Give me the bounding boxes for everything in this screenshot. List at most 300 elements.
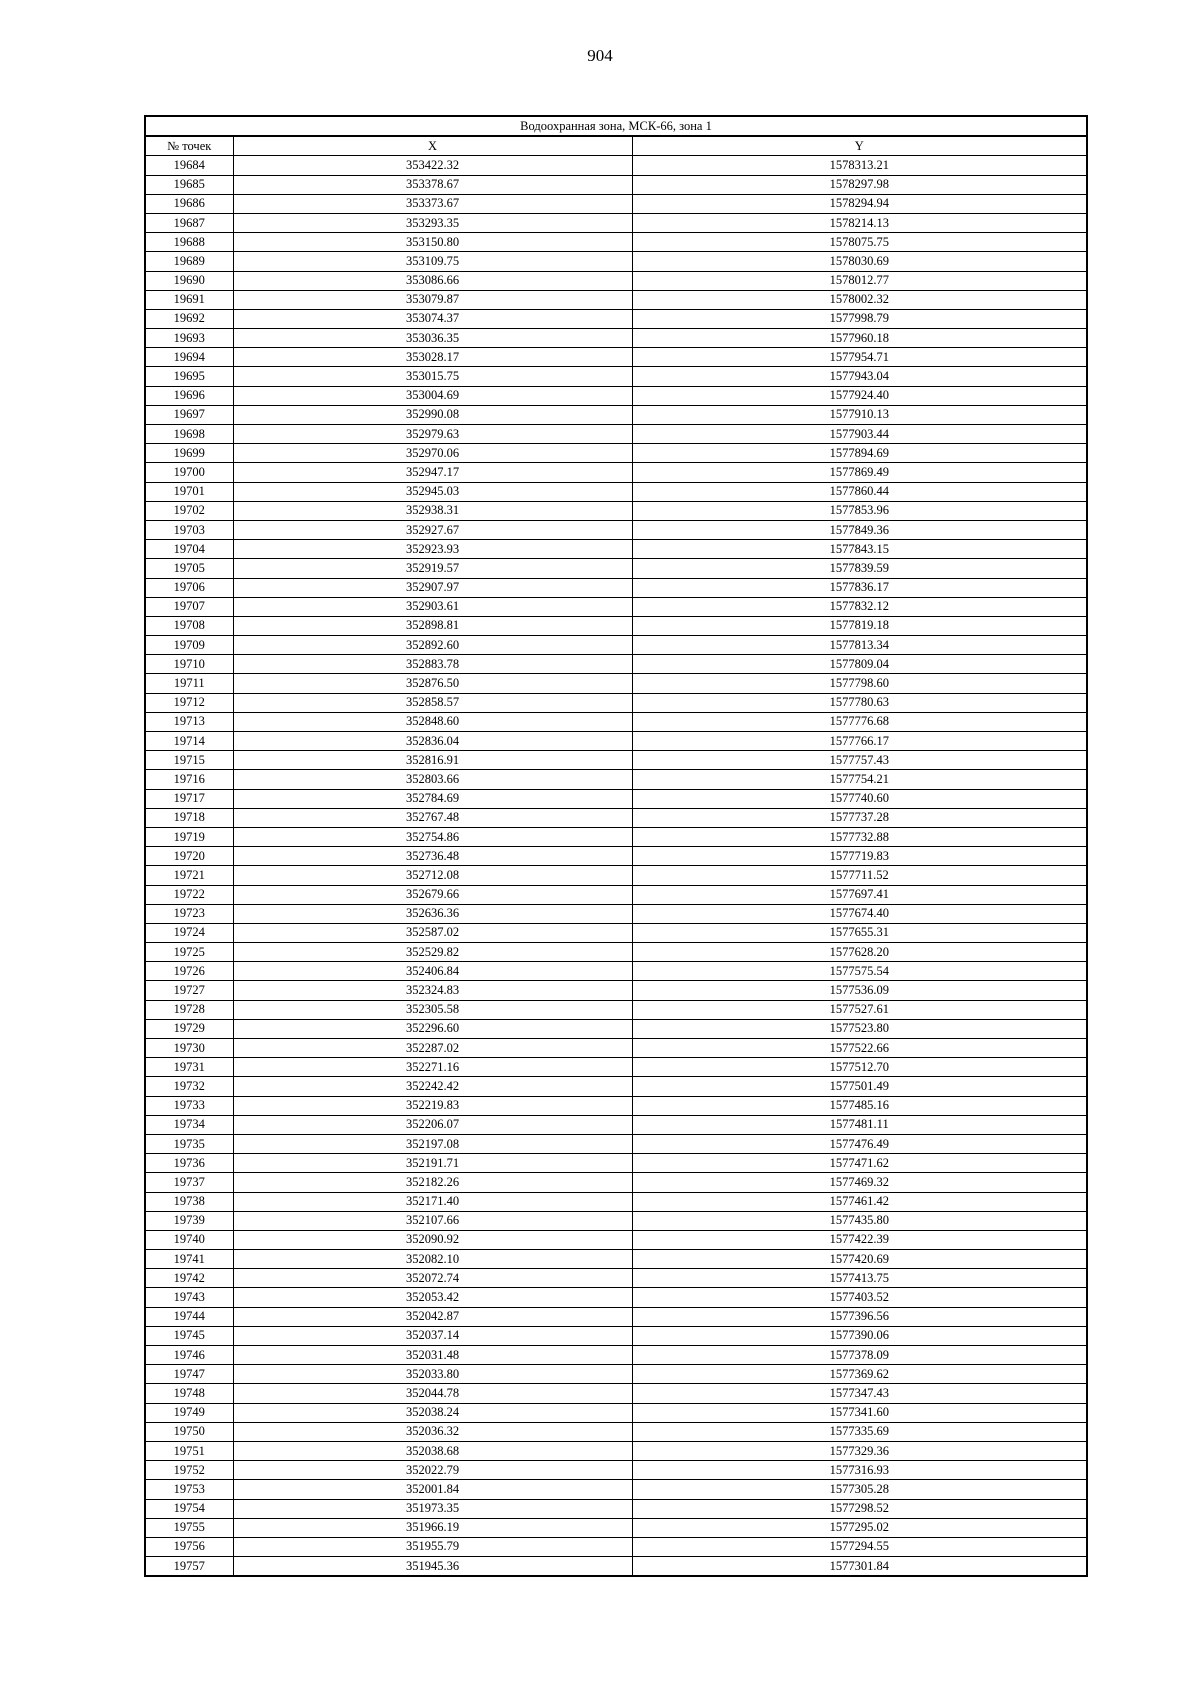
point-number-cell: 19697 xyxy=(145,405,233,424)
point-number-cell: 19731 xyxy=(145,1058,233,1077)
table-row xyxy=(145,1557,1087,1577)
x-coordinate-cell: 352287.02 xyxy=(233,1039,632,1058)
x-coordinate-cell: 353373.67 xyxy=(233,194,632,213)
x-coordinate-cell: 353074.37 xyxy=(233,309,632,328)
x-coordinate-cell: 352033.80 xyxy=(233,1365,632,1384)
point-number-cell: 19711 xyxy=(145,674,233,693)
point-number-cell: 19701 xyxy=(145,482,233,501)
point-number-cell: 19725 xyxy=(145,943,233,962)
table-row xyxy=(145,1346,1087,1365)
table-row xyxy=(145,213,1087,232)
point-number-cell: 19690 xyxy=(145,271,233,290)
coordinates-table xyxy=(144,115,1088,1577)
point-number-cell: 19735 xyxy=(145,1134,233,1153)
table-row xyxy=(145,1269,1087,1288)
table-row xyxy=(145,1326,1087,1345)
point-number-cell: 19710 xyxy=(145,655,233,674)
x-coordinate-cell: 352219.83 xyxy=(233,1096,632,1115)
table-row xyxy=(145,309,1087,328)
point-number-cell: 19717 xyxy=(145,789,233,808)
x-coordinate-cell: 351973.35 xyxy=(233,1499,632,1518)
y-coordinate-cell: 1577481.11 xyxy=(632,1115,1087,1134)
table-row xyxy=(145,194,1087,213)
y-coordinate-cell: 1577740.60 xyxy=(632,789,1087,808)
table-row xyxy=(145,1384,1087,1403)
table-title: Водоохранная зона, МСК-66, зона 1 xyxy=(145,116,1087,136)
point-number-cell: 19724 xyxy=(145,923,233,942)
x-coordinate-cell: 352182.26 xyxy=(233,1173,632,1192)
table-row xyxy=(145,693,1087,712)
point-number-cell: 19737 xyxy=(145,1173,233,1192)
point-number-cell: 19729 xyxy=(145,1019,233,1038)
x-coordinate-cell: 352037.14 xyxy=(233,1326,632,1345)
table-row xyxy=(145,1365,1087,1384)
x-coordinate-cell: 352712.08 xyxy=(233,866,632,885)
x-coordinate-cell: 352271.16 xyxy=(233,1058,632,1077)
y-coordinate-cell: 1577843.15 xyxy=(632,540,1087,559)
x-coordinate-cell: 351955.79 xyxy=(233,1537,632,1556)
table-row xyxy=(145,1096,1087,1115)
x-coordinate-cell: 352979.63 xyxy=(233,425,632,444)
y-coordinate-cell: 1577954.71 xyxy=(632,348,1087,367)
y-coordinate-cell: 1578297.98 xyxy=(632,175,1087,194)
point-number-cell: 19744 xyxy=(145,1307,233,1326)
x-coordinate-cell: 352754.86 xyxy=(233,827,632,846)
x-coordinate-cell: 352171.40 xyxy=(233,1192,632,1211)
x-coordinate-cell: 352090.92 xyxy=(233,1230,632,1249)
y-coordinate-cell: 1577396.56 xyxy=(632,1307,1087,1326)
table-row xyxy=(145,367,1087,386)
column-header-y: Y xyxy=(632,136,1087,156)
y-coordinate-cell: 1577369.62 xyxy=(632,1365,1087,1384)
table-row xyxy=(145,578,1087,597)
x-coordinate-cell: 351945.36 xyxy=(233,1557,632,1577)
table-row xyxy=(145,1422,1087,1441)
table-row xyxy=(145,559,1087,578)
y-coordinate-cell: 1577849.36 xyxy=(632,520,1087,539)
y-coordinate-cell: 1577809.04 xyxy=(632,655,1087,674)
y-coordinate-cell: 1578012.77 xyxy=(632,271,1087,290)
column-header-num: № точек xyxy=(145,136,233,156)
point-number-cell: 19698 xyxy=(145,425,233,444)
x-coordinate-cell: 352679.66 xyxy=(233,885,632,904)
x-coordinate-cell: 353015.75 xyxy=(233,367,632,386)
y-coordinate-cell: 1577329.36 xyxy=(632,1441,1087,1460)
point-number-cell: 19703 xyxy=(145,520,233,539)
table-row xyxy=(145,732,1087,751)
point-number-cell: 19709 xyxy=(145,636,233,655)
x-coordinate-cell: 353004.69 xyxy=(233,386,632,405)
x-coordinate-cell: 351966.19 xyxy=(233,1518,632,1537)
point-number-cell: 19746 xyxy=(145,1346,233,1365)
table-row xyxy=(145,1537,1087,1556)
point-number-cell: 19719 xyxy=(145,827,233,846)
table-row xyxy=(145,520,1087,539)
point-number-cell: 19732 xyxy=(145,1077,233,1096)
point-number-cell: 19706 xyxy=(145,578,233,597)
point-number-cell: 19740 xyxy=(145,1230,233,1249)
table-row xyxy=(145,923,1087,942)
table-row xyxy=(145,1211,1087,1230)
x-coordinate-cell: 352970.06 xyxy=(233,444,632,463)
y-coordinate-cell: 1577536.09 xyxy=(632,981,1087,1000)
y-coordinate-cell: 1577305.28 xyxy=(632,1480,1087,1499)
point-number-cell: 19726 xyxy=(145,962,233,981)
y-coordinate-cell: 1577998.79 xyxy=(632,309,1087,328)
x-coordinate-cell: 352406.84 xyxy=(233,962,632,981)
point-number-cell: 19687 xyxy=(145,213,233,232)
y-coordinate-cell: 1577732.88 xyxy=(632,827,1087,846)
point-number-cell: 19692 xyxy=(145,309,233,328)
y-coordinate-cell: 1577798.60 xyxy=(632,674,1087,693)
point-number-cell: 19699 xyxy=(145,444,233,463)
y-coordinate-cell: 1577512.70 xyxy=(632,1058,1087,1077)
point-number-cell: 19739 xyxy=(145,1211,233,1230)
point-number-cell: 19727 xyxy=(145,981,233,1000)
point-number-cell: 19721 xyxy=(145,866,233,885)
point-number-cell: 19691 xyxy=(145,290,233,309)
y-coordinate-cell: 1577403.52 xyxy=(632,1288,1087,1307)
table-row xyxy=(145,1499,1087,1518)
y-coordinate-cell: 1577294.55 xyxy=(632,1537,1087,1556)
table-row xyxy=(145,329,1087,348)
table-row xyxy=(145,655,1087,674)
y-coordinate-cell: 1577413.75 xyxy=(632,1269,1087,1288)
table-body xyxy=(145,156,1087,1576)
table-row xyxy=(145,751,1087,770)
table-row xyxy=(145,1461,1087,1480)
x-coordinate-cell: 352107.66 xyxy=(233,1211,632,1230)
table-row xyxy=(145,1077,1087,1096)
x-coordinate-cell: 352816.91 xyxy=(233,751,632,770)
table-row xyxy=(145,789,1087,808)
x-coordinate-cell: 352038.68 xyxy=(233,1441,632,1460)
table-row xyxy=(145,1403,1087,1422)
x-coordinate-cell: 352883.78 xyxy=(233,655,632,674)
table-row xyxy=(145,482,1087,501)
x-coordinate-cell: 352053.42 xyxy=(233,1288,632,1307)
y-coordinate-cell: 1577476.49 xyxy=(632,1134,1087,1153)
y-coordinate-cell: 1577924.40 xyxy=(632,386,1087,405)
x-coordinate-cell: 352927.67 xyxy=(233,520,632,539)
table-row xyxy=(145,1192,1087,1211)
point-number-cell: 19743 xyxy=(145,1288,233,1307)
table-row xyxy=(145,636,1087,655)
x-coordinate-cell: 352848.60 xyxy=(233,712,632,731)
point-number-cell: 19695 xyxy=(145,367,233,386)
y-coordinate-cell: 1577943.04 xyxy=(632,367,1087,386)
point-number-cell: 19745 xyxy=(145,1326,233,1345)
x-coordinate-cell: 352919.57 xyxy=(233,559,632,578)
x-coordinate-cell: 352242.42 xyxy=(233,1077,632,1096)
x-coordinate-cell: 353378.67 xyxy=(233,175,632,194)
table-row xyxy=(145,1039,1087,1058)
table-row xyxy=(145,1134,1087,1153)
table-row xyxy=(145,156,1087,175)
y-coordinate-cell: 1577719.83 xyxy=(632,847,1087,866)
point-number-cell: 19715 xyxy=(145,751,233,770)
x-coordinate-cell: 352903.61 xyxy=(233,597,632,616)
x-coordinate-cell: 352990.08 xyxy=(233,405,632,424)
y-coordinate-cell: 1577737.28 xyxy=(632,808,1087,827)
y-coordinate-cell: 1578313.21 xyxy=(632,156,1087,175)
table-row xyxy=(145,444,1087,463)
y-coordinate-cell: 1577435.80 xyxy=(632,1211,1087,1230)
x-coordinate-cell: 352636.36 xyxy=(233,904,632,923)
y-coordinate-cell: 1577628.20 xyxy=(632,943,1087,962)
x-coordinate-cell: 352038.24 xyxy=(233,1403,632,1422)
y-coordinate-cell: 1577853.96 xyxy=(632,501,1087,520)
point-number-cell: 19689 xyxy=(145,252,233,271)
table-row xyxy=(145,712,1087,731)
y-coordinate-cell: 1577575.54 xyxy=(632,962,1087,981)
table-row xyxy=(145,1019,1087,1038)
point-number-cell: 19713 xyxy=(145,712,233,731)
point-number-cell: 19736 xyxy=(145,1154,233,1173)
y-coordinate-cell: 1577335.69 xyxy=(632,1422,1087,1441)
point-number-cell: 19747 xyxy=(145,1365,233,1384)
x-coordinate-cell: 353293.35 xyxy=(233,213,632,232)
y-coordinate-cell: 1578030.69 xyxy=(632,252,1087,271)
y-coordinate-cell: 1577836.17 xyxy=(632,578,1087,597)
x-coordinate-cell: 353086.66 xyxy=(233,271,632,290)
table-row xyxy=(145,1000,1087,1019)
x-coordinate-cell: 352529.82 xyxy=(233,943,632,962)
point-number-cell: 19748 xyxy=(145,1384,233,1403)
y-coordinate-cell: 1577754.21 xyxy=(632,770,1087,789)
x-coordinate-cell: 352082.10 xyxy=(233,1250,632,1269)
column-header-x: X xyxy=(233,136,632,156)
y-coordinate-cell: 1577501.49 xyxy=(632,1077,1087,1096)
x-coordinate-cell: 352736.48 xyxy=(233,847,632,866)
point-number-cell: 19712 xyxy=(145,693,233,712)
y-coordinate-cell: 1577697.41 xyxy=(632,885,1087,904)
x-coordinate-cell: 353422.32 xyxy=(233,156,632,175)
point-number-cell: 19714 xyxy=(145,732,233,751)
y-coordinate-cell: 1577469.32 xyxy=(632,1173,1087,1192)
y-coordinate-cell: 1577839.59 xyxy=(632,559,1087,578)
page-number: 904 xyxy=(587,46,613,65)
x-coordinate-cell: 352197.08 xyxy=(233,1134,632,1153)
table-row xyxy=(145,1115,1087,1134)
y-coordinate-cell: 1578214.13 xyxy=(632,213,1087,232)
table-row xyxy=(145,405,1087,424)
table-row xyxy=(145,1058,1087,1077)
table-row xyxy=(145,674,1087,693)
table-row xyxy=(145,981,1087,1000)
x-coordinate-cell: 352324.83 xyxy=(233,981,632,1000)
table-row xyxy=(145,943,1087,962)
point-number-cell: 19686 xyxy=(145,194,233,213)
table-row xyxy=(145,463,1087,482)
table-row xyxy=(145,866,1087,885)
x-coordinate-cell: 352044.78 xyxy=(233,1384,632,1403)
y-coordinate-cell: 1577316.93 xyxy=(632,1461,1087,1480)
table-row xyxy=(145,1250,1087,1269)
y-coordinate-cell: 1577378.09 xyxy=(632,1346,1087,1365)
y-coordinate-cell: 1577819.18 xyxy=(632,616,1087,635)
x-coordinate-cell: 352022.79 xyxy=(233,1461,632,1480)
x-coordinate-cell: 352031.48 xyxy=(233,1346,632,1365)
x-coordinate-cell: 353036.35 xyxy=(233,329,632,348)
y-coordinate-cell: 1577485.16 xyxy=(632,1096,1087,1115)
x-coordinate-cell: 352767.48 xyxy=(233,808,632,827)
y-coordinate-cell: 1577471.62 xyxy=(632,1154,1087,1173)
x-coordinate-cell: 352784.69 xyxy=(233,789,632,808)
table-row xyxy=(145,1307,1087,1326)
point-number-cell: 19707 xyxy=(145,597,233,616)
y-coordinate-cell: 1577295.02 xyxy=(632,1518,1087,1537)
y-coordinate-cell: 1577894.69 xyxy=(632,444,1087,463)
point-number-cell: 19694 xyxy=(145,348,233,367)
x-coordinate-cell: 352036.32 xyxy=(233,1422,632,1441)
y-coordinate-cell: 1577903.44 xyxy=(632,425,1087,444)
y-coordinate-cell: 1577341.60 xyxy=(632,1403,1087,1422)
x-coordinate-cell: 352042.87 xyxy=(233,1307,632,1326)
table-row xyxy=(145,962,1087,981)
y-coordinate-cell: 1577390.06 xyxy=(632,1326,1087,1345)
x-coordinate-cell: 353028.17 xyxy=(233,348,632,367)
x-coordinate-cell: 352191.71 xyxy=(233,1154,632,1173)
point-number-cell: 19702 xyxy=(145,501,233,520)
table-row xyxy=(145,271,1087,290)
x-coordinate-cell: 352305.58 xyxy=(233,1000,632,1019)
table-row xyxy=(145,847,1087,866)
table-row xyxy=(145,1154,1087,1173)
x-coordinate-cell: 352001.84 xyxy=(233,1480,632,1499)
y-coordinate-cell: 1577422.39 xyxy=(632,1230,1087,1249)
y-coordinate-cell: 1577301.84 xyxy=(632,1557,1087,1577)
point-number-cell: 19752 xyxy=(145,1461,233,1480)
point-number-cell: 19708 xyxy=(145,616,233,635)
table-row xyxy=(145,808,1087,827)
point-number-cell: 19741 xyxy=(145,1250,233,1269)
point-number-cell: 19696 xyxy=(145,386,233,405)
point-number-cell: 19757 xyxy=(145,1557,233,1577)
table-row xyxy=(145,175,1087,194)
point-number-cell: 19684 xyxy=(145,156,233,175)
point-number-cell: 19700 xyxy=(145,463,233,482)
point-number-cell: 19754 xyxy=(145,1499,233,1518)
y-coordinate-cell: 1577674.40 xyxy=(632,904,1087,923)
point-number-cell: 19720 xyxy=(145,847,233,866)
point-number-cell: 19756 xyxy=(145,1537,233,1556)
table-row xyxy=(145,904,1087,923)
y-coordinate-cell: 1577711.52 xyxy=(632,866,1087,885)
x-coordinate-cell: 352803.66 xyxy=(233,770,632,789)
point-number-cell: 19722 xyxy=(145,885,233,904)
x-coordinate-cell: 352945.03 xyxy=(233,482,632,501)
y-coordinate-cell: 1577420.69 xyxy=(632,1250,1087,1269)
point-number-cell: 19749 xyxy=(145,1403,233,1422)
table-row xyxy=(145,597,1087,616)
point-number-cell: 19718 xyxy=(145,808,233,827)
y-coordinate-cell: 1577655.31 xyxy=(632,923,1087,942)
x-coordinate-cell: 352876.50 xyxy=(233,674,632,693)
x-coordinate-cell: 352858.57 xyxy=(233,693,632,712)
y-coordinate-cell: 1577522.66 xyxy=(632,1039,1087,1058)
table-row xyxy=(145,540,1087,559)
table-row xyxy=(145,827,1087,846)
x-coordinate-cell: 352836.04 xyxy=(233,732,632,751)
y-coordinate-cell: 1578294.94 xyxy=(632,194,1087,213)
point-number-cell: 19728 xyxy=(145,1000,233,1019)
point-number-cell: 19723 xyxy=(145,904,233,923)
table-row xyxy=(145,501,1087,520)
table-row xyxy=(145,616,1087,635)
y-coordinate-cell: 1577298.52 xyxy=(632,1499,1087,1518)
y-coordinate-cell: 1577813.34 xyxy=(632,636,1087,655)
x-coordinate-cell: 352898.81 xyxy=(233,616,632,635)
x-coordinate-cell: 353150.80 xyxy=(233,233,632,252)
table-row xyxy=(145,1288,1087,1307)
x-coordinate-cell: 352923.93 xyxy=(233,540,632,559)
y-coordinate-cell: 1577832.12 xyxy=(632,597,1087,616)
point-number-cell: 19730 xyxy=(145,1039,233,1058)
x-coordinate-cell: 352907.97 xyxy=(233,578,632,597)
point-number-cell: 19751 xyxy=(145,1441,233,1460)
x-coordinate-cell: 352947.17 xyxy=(233,463,632,482)
point-number-cell: 19742 xyxy=(145,1269,233,1288)
x-coordinate-cell: 352296.60 xyxy=(233,1019,632,1038)
table-row xyxy=(145,1441,1087,1460)
table-row xyxy=(145,885,1087,904)
point-number-cell: 19734 xyxy=(145,1115,233,1134)
table-row xyxy=(145,770,1087,789)
point-number-cell: 19753 xyxy=(145,1480,233,1499)
y-coordinate-cell: 1577461.42 xyxy=(632,1192,1087,1211)
y-coordinate-cell: 1577869.49 xyxy=(632,463,1087,482)
y-coordinate-cell: 1577776.68 xyxy=(632,712,1087,731)
table-row xyxy=(145,1230,1087,1249)
y-coordinate-cell: 1578002.32 xyxy=(632,290,1087,309)
table-row xyxy=(145,386,1087,405)
x-coordinate-cell: 352892.60 xyxy=(233,636,632,655)
table-row xyxy=(145,425,1087,444)
y-coordinate-cell: 1577347.43 xyxy=(632,1384,1087,1403)
y-coordinate-cell: 1577766.17 xyxy=(632,732,1087,751)
table-row xyxy=(145,1173,1087,1192)
x-coordinate-cell: 352587.02 xyxy=(233,923,632,942)
y-coordinate-cell: 1578075.75 xyxy=(632,233,1087,252)
table-row xyxy=(145,252,1087,271)
table-row xyxy=(145,290,1087,309)
x-coordinate-cell: 353079.87 xyxy=(233,290,632,309)
table-row xyxy=(145,1480,1087,1499)
point-number-cell: 19733 xyxy=(145,1096,233,1115)
y-coordinate-cell: 1577523.80 xyxy=(632,1019,1087,1038)
point-number-cell: 19685 xyxy=(145,175,233,194)
point-number-cell: 19688 xyxy=(145,233,233,252)
point-number-cell: 19693 xyxy=(145,329,233,348)
y-coordinate-cell: 1577910.13 xyxy=(632,405,1087,424)
y-coordinate-cell: 1577780.63 xyxy=(632,693,1087,712)
y-coordinate-cell: 1577757.43 xyxy=(632,751,1087,770)
table-row xyxy=(145,233,1087,252)
point-number-cell: 19716 xyxy=(145,770,233,789)
x-coordinate-cell: 352938.31 xyxy=(233,501,632,520)
table-row xyxy=(145,1518,1087,1537)
point-number-cell: 19705 xyxy=(145,559,233,578)
y-coordinate-cell: 1577960.18 xyxy=(632,329,1087,348)
point-number-cell: 19755 xyxy=(145,1518,233,1537)
y-coordinate-cell: 1577527.61 xyxy=(632,1000,1087,1019)
table-row xyxy=(145,348,1087,367)
point-number-cell: 19750 xyxy=(145,1422,233,1441)
x-coordinate-cell: 352206.07 xyxy=(233,1115,632,1134)
point-number-cell: 19704 xyxy=(145,540,233,559)
x-coordinate-cell: 353109.75 xyxy=(233,252,632,271)
